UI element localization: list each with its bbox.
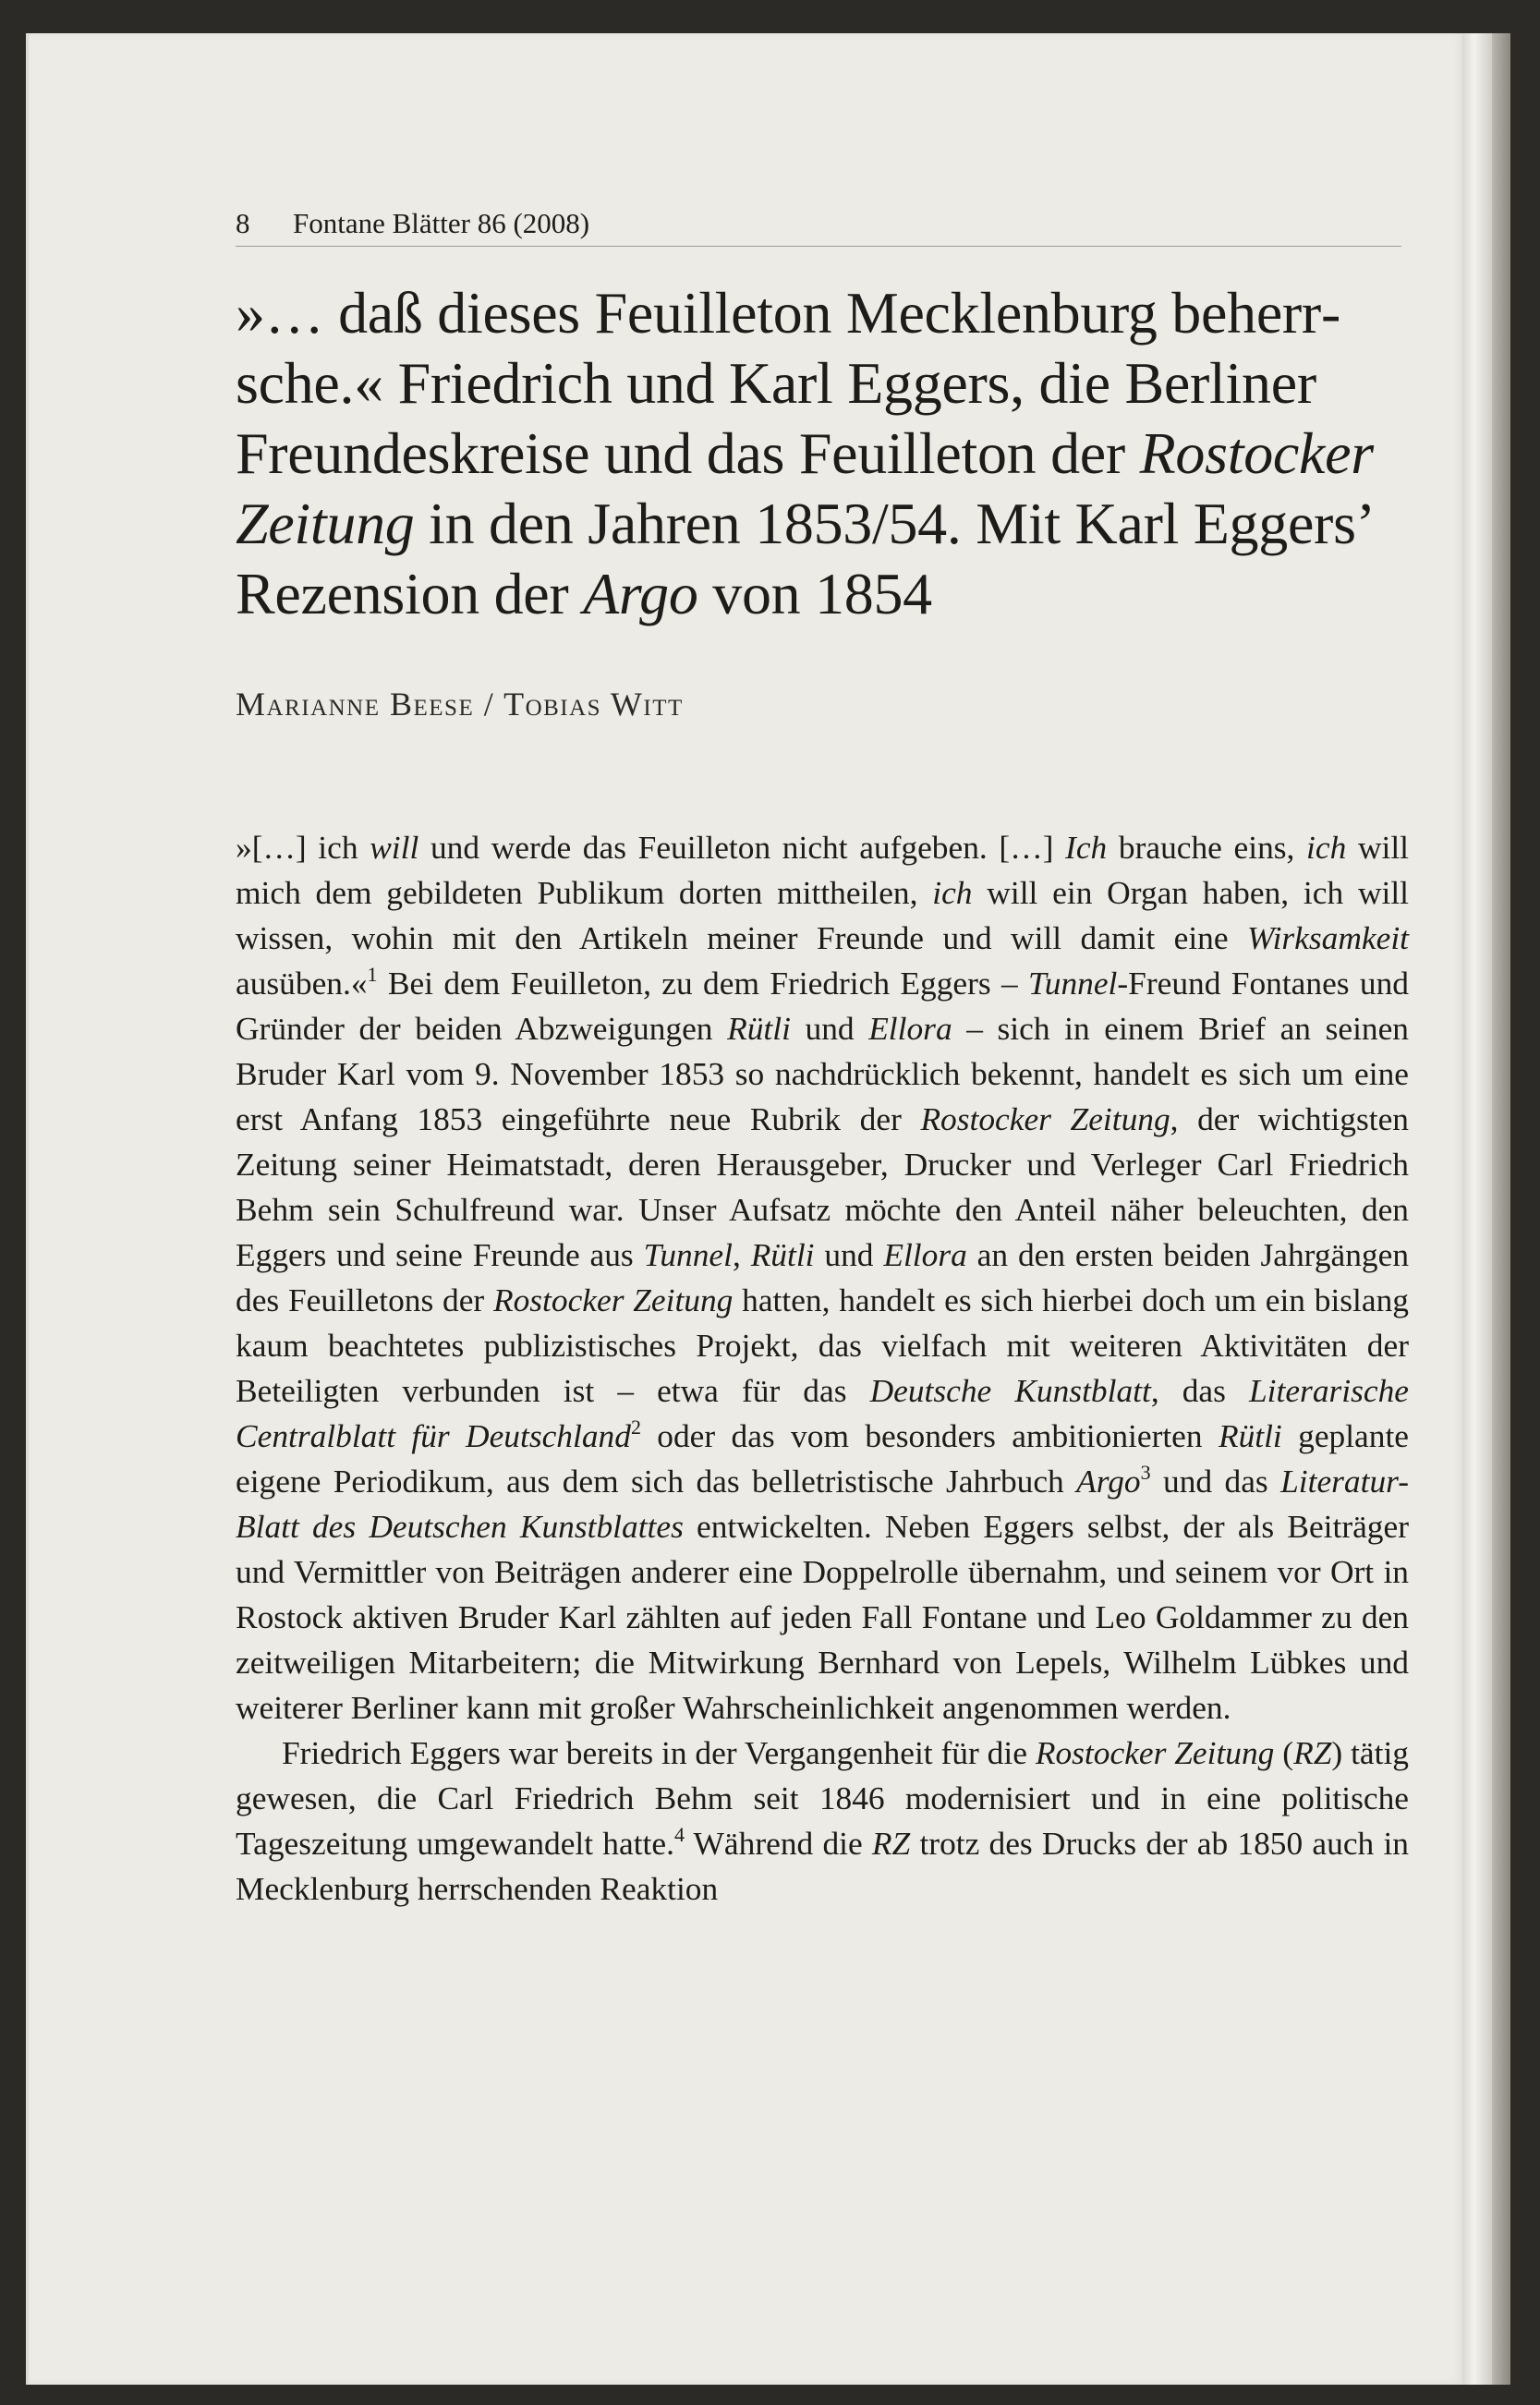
text: Bei dem Feuilleton, zu dem Friedrich Eggers – <box>377 965 1029 1002</box>
text: geplante eigene Periodikum, aus dem sich das belletristische Jahrbuch <box>236 1417 1409 1500</box>
italic-text: Rostocker Zeitung <box>920 1100 1170 1137</box>
paragraph-1 <box>236 825 1409 1731</box>
text: und das <box>1150 1463 1281 1500</box>
running-head <box>236 205 1401 247</box>
italic-text: ich <box>1306 829 1347 866</box>
text: »[…] ich <box>236 829 370 866</box>
text: – sich in einem Brief an seinen Bruder Karl vom 9. November 1853 so nachdrücklich bekennt, handelt es sich um eine erst Anfang 1853 eingeführte neue Rubrik der <box>236 1010 1410 1137</box>
text: , das <box>1150 1372 1249 1409</box>
book-binding-edge <box>1492 33 1510 2385</box>
text: oder das vom besonders ambitionierten <box>640 1417 1219 1454</box>
footnote-ref[interactable]: 2 <box>630 1415 641 1439</box>
italic-text: ich <box>932 874 973 911</box>
footnote-ref[interactable]: 4 <box>673 1823 685 1846</box>
text: trotz des Drucks der ab 1850 auch in Mecklenburg herrschenden Reaktion <box>236 1825 1409 1907</box>
text: , <box>732 1236 751 1273</box>
italic-text: will <box>370 829 419 866</box>
text: , der wichtigsten Zeitung seiner Heimatstadt, deren Herausgeber, Drucker und Verleger Carl Friedrich Behm sein Schulfreund war. Unser Aufsatz möchte den Anteil näher beleuchten, den Eggers und seine Freunde aus <box>236 1100 1409 1273</box>
text: und <box>790 1010 869 1047</box>
page-number: 8 <box>236 207 250 239</box>
text: entwickelten. Neben Eggers selbst, der als Beiträger und Vermittler von Beiträgen anderer eine Doppelrolle übernahm, und seinem vor Ort in Rostock aktiven Bruder Karl zählten auf jeden Fall Fontane und Leo Goldammer zu den zeitweiligen Mitarbeitern; die Mitwirkung Bernhard von Lepels, Wilhelm Lübkes und weiterer Berliner kann mit großer Wahrscheinlichkeit angenommen werden. <box>236 1508 1409 1726</box>
italic-text: Rütli <box>750 1236 815 1273</box>
italic-text: Rütli <box>727 1010 791 1047</box>
text: und <box>814 1236 884 1273</box>
paragraph-2 <box>236 1731 1409 1912</box>
page-edge <box>1462 33 1492 2385</box>
italic-text: RZ <box>871 1825 911 1862</box>
italic-text: Rostocker Zeitung <box>492 1281 734 1318</box>
text: an den ersten beiden Jahrgängen des Feuilletons der <box>236 1236 1410 1318</box>
italic-text: Literarische Centralblatt für Deutschland <box>236 1372 1409 1454</box>
italic-text: Ich <box>1065 829 1108 866</box>
article-title <box>236 278 1427 629</box>
text: -Freund Fontanes und Gründer der beiden Abzweigungen <box>236 965 1409 1047</box>
text: und werde das Feuilleton nicht aufgeben. […] <box>418 829 1066 866</box>
italic-text: Rütli <box>1218 1417 1282 1454</box>
text: ) tätig gewesen, die Carl Friedrich Behm seit 1846 modernisiert und in eine politische Tageszeitung umgewandelt hatte. <box>236 1734 1409 1862</box>
text: Während die <box>684 1825 872 1862</box>
journal-title: Fontane Blätter 86 (2008) <box>293 207 590 239</box>
italic-text: Literatur-Blatt des Deutschen Kunstblattes <box>236 1463 1409 1545</box>
title-italic: Rostocker Zeitung <box>236 420 1374 556</box>
italic-text: Ellora <box>883 1236 967 1273</box>
italic-text: Tunnel <box>1028 965 1118 1002</box>
italic-text: Wirksamkeit <box>1247 919 1409 956</box>
footnote-ref[interactable]: 3 <box>1140 1461 1151 1484</box>
text: Friedrich Eggers war bereits in der Vergangenheit für die <box>282 1734 1036 1771</box>
article-authors: Marianne Beese / Tobias Witt <box>236 686 684 723</box>
italic-text: Deutsche Kunstblatt <box>869 1372 1151 1409</box>
text: will mich dem gebildeten Publikum dorten mittheilen, <box>236 829 1410 911</box>
page-content <box>236 205 1421 1912</box>
title-text: »… daß dieses Feuilleton Mecklenburg beherrsche.« Friedrich und Karl Eggers, die Berliner Freundeskreise und das Feuilleton der <box>236 280 1341 486</box>
italic-text: Ellora <box>868 1010 952 1047</box>
footnote-ref[interactable]: 1 <box>367 963 378 986</box>
text: will ein Organ haben, ich will wissen, wohin mit den Artikeln meiner Freunde und will damit eine <box>236 874 1409 956</box>
title-text: in den Jahren 1853/54. Mit Karl Eggers’ Rezension der <box>236 491 1371 626</box>
title-italic: Argo <box>583 561 698 626</box>
text: brauche eins, <box>1107 829 1307 866</box>
text: ( <box>1274 1734 1294 1771</box>
italic-text: Argo <box>1076 1463 1141 1500</box>
italic-text: Rostocker Zeitung <box>1035 1734 1275 1771</box>
text: ausüben.« <box>236 965 368 1002</box>
text: hatten, handelt es sich hierbei doch um ein bislang kaum beachtetes publizistisches Projekt, das vielfach mit weiteren Aktivitäten der Beteiligten verbunden ist – etwa für das <box>236 1281 1409 1409</box>
italic-text: Tunnel <box>643 1236 733 1273</box>
article-body <box>236 825 1409 1912</box>
title-text: von 1854 <box>697 561 932 626</box>
italic-text: RZ <box>1293 1734 1332 1771</box>
